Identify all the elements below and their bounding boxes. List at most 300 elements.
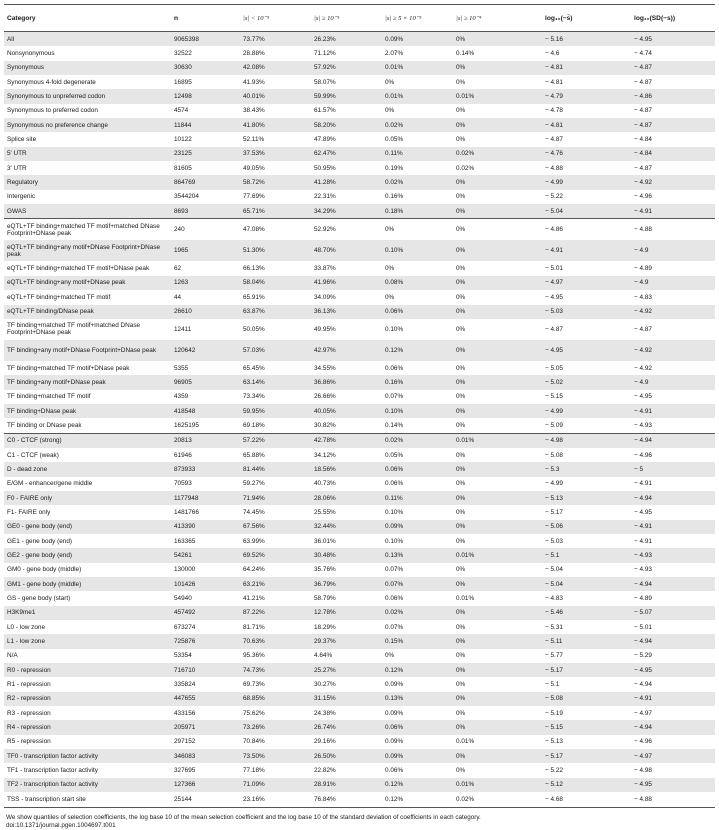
cell-s-ge-1e-5: 41.96%	[311, 276, 382, 290]
cell-s-lt-1e-5: 50.05%	[240, 319, 311, 340]
table-row	[4, 706, 715, 720]
cell-s-ge-5e-5: 0.06%	[382, 720, 453, 734]
cell-s-ge-1e-4: 0%	[453, 491, 542, 505]
cell-s-ge-1e-5: 50.95%	[311, 161, 382, 175]
cell-s-ge-1e-5: 28.06%	[311, 491, 382, 505]
cell-s-lt-1e-5: 75.62%	[240, 706, 311, 720]
cell-s-lt-1e-5: 65.71%	[240, 204, 311, 219]
cell-s-ge-1e-5: 25.27%	[311, 663, 382, 677]
cell-log-mean: − 5.1	[542, 548, 631, 562]
cell-log-sd: − 4.87	[631, 75, 715, 89]
cell-s-lt-1e-5: 37.53%	[240, 147, 311, 161]
cell-log-mean: − 5.04	[542, 577, 631, 591]
cell-category: eQTL+TF binding+matched TF motif+matched DNase Footprint+DNase peak	[4, 219, 171, 241]
table-row	[4, 290, 715, 304]
table-body	[4, 32, 715, 808]
table-row	[4, 175, 715, 189]
cell-n: 16895	[171, 75, 240, 89]
cell-s-ge-5e-5: 0.19%	[382, 161, 453, 175]
cell-s-lt-1e-5: 41.21%	[240, 591, 311, 605]
cell-s-lt-1e-5: 41.80%	[240, 118, 311, 132]
cell-log-mean: − 5.01	[542, 261, 631, 275]
cell-category: N/A	[4, 649, 171, 663]
cell-log-sd: − 4.95	[631, 505, 715, 519]
cell-log-mean: − 5.12	[542, 778, 631, 792]
cell-n: 5355	[171, 361, 240, 375]
cell-log-sd: − 4.74	[631, 46, 715, 60]
cell-n: 163365	[171, 534, 240, 548]
cell-s-ge-1e-5: 30.27%	[311, 677, 382, 691]
cell-log-sd: − 4.91	[631, 534, 715, 548]
table-row	[4, 763, 715, 777]
cell-category: GE1 - gene body (end)	[4, 534, 171, 548]
table-row	[4, 720, 715, 734]
cell-log-sd: − 4.83	[631, 290, 715, 304]
cell-log-mean: − 4.87	[542, 132, 631, 146]
cell-s-ge-1e-5: 47.89%	[311, 132, 382, 146]
cell-s-lt-1e-5: 69.73%	[240, 677, 311, 691]
cell-n: 53354	[171, 649, 240, 663]
cell-s-ge-1e-5: 28.91%	[311, 778, 382, 792]
cell-log-mean: − 5.08	[542, 692, 631, 706]
cell-category: C0 - CTCF (strong)	[4, 433, 171, 448]
cell-s-ge-1e-5: 22.31%	[311, 190, 382, 204]
cell-n: 1965	[171, 240, 240, 261]
cell-s-ge-1e-5: 48.70%	[311, 240, 382, 261]
cell-n: 418548	[171, 404, 240, 418]
cell-log-mean: − 5.13	[542, 735, 631, 749]
cell-category: 5′ UTR	[4, 147, 171, 161]
table-row	[4, 375, 715, 389]
cell-s-lt-1e-5: 63.14%	[240, 375, 311, 389]
cell-s-ge-1e-4: 0%	[453, 61, 542, 75]
cell-log-mean: − 5.04	[542, 563, 631, 577]
cell-log-sd: − 4.91	[631, 477, 715, 491]
cell-s-lt-1e-5: 47.08%	[240, 219, 311, 241]
table-row	[4, 61, 715, 75]
cell-s-ge-1e-4: 0%	[453, 340, 542, 361]
table-row	[4, 448, 715, 462]
table-row	[4, 340, 715, 361]
cell-s-ge-1e-4: 0%	[453, 505, 542, 519]
cell-s-ge-5e-5: 0.12%	[382, 340, 453, 361]
cell-n: 240	[171, 219, 240, 241]
cell-log-sd: − 4.87	[631, 319, 715, 340]
cell-n: 205971	[171, 720, 240, 734]
cell-s-ge-5e-5: 0.05%	[382, 448, 453, 462]
table-row	[4, 390, 715, 404]
cell-n: 62	[171, 261, 240, 275]
cell-s-ge-5e-5: 0.13%	[382, 548, 453, 562]
cell-s-ge-1e-4: 0.01%	[453, 591, 542, 605]
selection-coefficient-table	[4, 4, 715, 808]
cell-log-mean: − 5.77	[542, 649, 631, 663]
cell-s-ge-1e-5: 42.97%	[311, 340, 382, 361]
cell-category: 3′ UTR	[4, 161, 171, 175]
cell-n: 54940	[171, 591, 240, 605]
cell-log-sd: − 4.9	[631, 240, 715, 261]
cell-s-ge-5e-5: 0.16%	[382, 190, 453, 204]
cell-category: All	[4, 32, 171, 47]
cell-s-lt-1e-5: 73.34%	[240, 390, 311, 404]
cell-log-sd: − 4.94	[631, 491, 715, 505]
cell-s-lt-1e-5: 73.77%	[240, 32, 311, 47]
cell-s-ge-5e-5: 0.10%	[382, 319, 453, 340]
cell-s-ge-1e-5: 59.99%	[311, 89, 382, 103]
cell-s-ge-1e-4: 0%	[453, 649, 542, 663]
cell-category: R5 - repression	[4, 735, 171, 749]
cell-s-ge-1e-4: 0%	[453, 477, 542, 491]
cell-s-ge-5e-5: 0.06%	[382, 763, 453, 777]
cell-log-sd: − 4.95	[631, 390, 715, 404]
cell-s-ge-5e-5: 0%	[382, 290, 453, 304]
cell-n: 327695	[171, 763, 240, 777]
cell-log-mean: − 5.15	[542, 720, 631, 734]
table-header	[4, 5, 715, 32]
cell-s-ge-1e-4: 0%	[453, 240, 542, 261]
cell-s-ge-5e-5: 0.15%	[382, 634, 453, 648]
cell-s-lt-1e-5: 51.30%	[240, 240, 311, 261]
cell-s-ge-1e-5: 31.15%	[311, 692, 382, 706]
header-category: Category	[7, 14, 36, 22]
cell-s-lt-1e-5: 87.22%	[240, 606, 311, 620]
cell-log-mean: − 4.86	[542, 219, 631, 241]
cell-s-ge-1e-4: 0.01%	[453, 778, 542, 792]
cell-s-lt-1e-5: 63.87%	[240, 305, 311, 319]
cell-log-sd: − 4.94	[631, 577, 715, 591]
table-row	[4, 276, 715, 290]
cell-log-mean: − 5.15	[542, 390, 631, 404]
cell-n: 1625195	[171, 418, 240, 433]
cell-s-ge-5e-5: 0.09%	[382, 677, 453, 691]
cell-log-mean: − 4.6	[542, 46, 631, 60]
cell-s-ge-5e-5: 0.07%	[382, 620, 453, 634]
cell-s-ge-1e-5: 26.74%	[311, 720, 382, 734]
cell-s-ge-1e-5: 25.55%	[311, 505, 382, 519]
cell-s-ge-1e-4: 0%	[453, 104, 542, 118]
cell-s-ge-1e-4: 0%	[453, 418, 542, 433]
cell-s-ge-1e-5: 52.92%	[311, 219, 382, 241]
cell-log-mean: − 4.68	[542, 792, 631, 807]
cell-s-ge-5e-5: 0.08%	[382, 276, 453, 290]
cell-log-mean: − 4.78	[542, 104, 631, 118]
cell-category: C1 - CTCF (weak)	[4, 448, 171, 462]
cell-log-mean: − 5.03	[542, 305, 631, 319]
cell-s-lt-1e-5: 95.36%	[240, 649, 311, 663]
cell-s-lt-1e-5: 65.45%	[240, 361, 311, 375]
cell-s-ge-5e-5: 0.10%	[382, 404, 453, 418]
cell-log-sd: − 4.86	[631, 89, 715, 103]
cell-category: TF binding+matched TF motif+matched DNase Footprint+DNase peak	[4, 319, 171, 340]
cell-log-mean: − 5.17	[542, 749, 631, 763]
cell-s-lt-1e-5: 64.24%	[240, 563, 311, 577]
cell-n: 8693	[171, 204, 240, 219]
cell-log-sd: − 4.92	[631, 361, 715, 375]
cell-s-ge-1e-4: 0.01%	[453, 548, 542, 562]
cell-n: 12498	[171, 89, 240, 103]
cell-log-mean: − 5.19	[542, 706, 631, 720]
cell-n: 101426	[171, 577, 240, 591]
cell-log-sd: − 4.93	[631, 548, 715, 562]
table-row	[4, 735, 715, 749]
cell-s-ge-5e-5: 0%	[382, 219, 453, 241]
cell-n: 346083	[171, 749, 240, 763]
cell-log-mean: − 5.06	[542, 520, 631, 534]
cell-category: TF binding+any motif+DNase Footprint+DNase peak	[4, 340, 171, 361]
cell-log-mean: − 5.17	[542, 663, 631, 677]
cell-category: eQTL+TF binding+matched TF motif+DNase peak	[4, 261, 171, 275]
table-row	[4, 147, 715, 161]
cell-log-sd: − 4.95	[631, 663, 715, 677]
cell-s-lt-1e-5: 67.56%	[240, 520, 311, 534]
cell-n: 3544204	[171, 190, 240, 204]
cell-s-ge-1e-5: 40.73%	[311, 477, 382, 491]
table-row	[4, 319, 715, 340]
cell-s-lt-1e-5: 23.16%	[240, 792, 311, 807]
cell-s-lt-1e-5: 52.11%	[240, 132, 311, 146]
cell-s-ge-5e-5: 0.02%	[382, 433, 453, 448]
header-s-ge-1e-5: |s| ≥ 10⁻⁵	[314, 14, 340, 22]
cell-s-ge-5e-5: 0.06%	[382, 462, 453, 476]
table-row	[4, 204, 715, 219]
header-s-lt-1e-5: |s| < 10⁻⁵	[243, 14, 270, 22]
cell-log-sd: − 4.94	[631, 677, 715, 691]
table-row	[4, 749, 715, 763]
cell-log-sd: − 4.92	[631, 175, 715, 189]
table-row	[4, 240, 715, 261]
cell-s-ge-1e-4: 0%	[453, 663, 542, 677]
cell-s-ge-5e-5: 0.02%	[382, 175, 453, 189]
table-row	[4, 491, 715, 505]
cell-s-ge-1e-4: 0%	[453, 706, 542, 720]
cell-s-lt-1e-5: 69.18%	[240, 418, 311, 433]
cell-s-lt-1e-5: 68.85%	[240, 692, 311, 706]
table-row	[4, 477, 715, 491]
cell-s-ge-1e-4: 0%	[453, 204, 542, 219]
cell-log-sd: − 4.94	[631, 433, 715, 448]
cell-s-ge-5e-5: 0.09%	[382, 520, 453, 534]
cell-s-ge-1e-5: 12.78%	[311, 606, 382, 620]
cell-category: eQTL+TF binding+matched TF motif	[4, 290, 171, 304]
table-row	[4, 104, 715, 118]
cell-n: 81605	[171, 161, 240, 175]
cell-log-mean: − 4.83	[542, 591, 631, 605]
cell-s-lt-1e-5: 81.44%	[240, 462, 311, 476]
cell-log-sd: − 4.87	[631, 61, 715, 75]
table-row	[4, 692, 715, 706]
cell-s-lt-1e-5: 73.50%	[240, 749, 311, 763]
cell-log-mean: − 4.87	[542, 319, 631, 340]
cell-log-sd: − 4.87	[631, 118, 715, 132]
cell-s-ge-1e-4: 0%	[453, 32, 542, 47]
table-row	[4, 778, 715, 792]
table-row	[4, 634, 715, 648]
cell-category: eQTL+TF binding+any motif+DNase peak	[4, 276, 171, 290]
cell-s-ge-1e-4: 0%	[453, 577, 542, 591]
cell-log-mean: − 4.99	[542, 477, 631, 491]
table-row	[4, 534, 715, 548]
cell-s-ge-1e-4: 0%	[453, 305, 542, 319]
cell-s-lt-1e-5: 42.08%	[240, 61, 311, 75]
cell-s-lt-1e-5: 59.27%	[240, 477, 311, 491]
cell-log-sd: − 4.88	[631, 219, 715, 241]
cell-s-ge-5e-5: 0.12%	[382, 792, 453, 807]
cell-s-ge-5e-5: 0.10%	[382, 534, 453, 548]
cell-s-ge-5e-5: 0.18%	[382, 204, 453, 219]
cell-log-sd: − 5.07	[631, 606, 715, 620]
cell-log-mean: − 4.76	[542, 147, 631, 161]
cell-category: Splice site	[4, 132, 171, 146]
table-row	[4, 563, 715, 577]
cell-log-sd: − 4.91	[631, 520, 715, 534]
cell-s-lt-1e-5: 63.21%	[240, 577, 311, 591]
cell-s-ge-1e-4: 0%	[453, 290, 542, 304]
cell-n: 96905	[171, 375, 240, 389]
cell-n: 413390	[171, 520, 240, 534]
cell-s-ge-1e-4: 0%	[453, 749, 542, 763]
cell-s-ge-1e-5: 26.23%	[311, 32, 382, 47]
cell-log-sd: − 4.92	[631, 340, 715, 361]
cell-log-mean: − 4.95	[542, 340, 631, 361]
table-row	[4, 190, 715, 204]
cell-log-mean: − 4.95	[542, 290, 631, 304]
cell-s-ge-5e-5: 0.06%	[382, 305, 453, 319]
cell-log-mean: − 5.3	[542, 462, 631, 476]
cell-log-mean: − 4.99	[542, 404, 631, 418]
cell-log-sd: − 4.93	[631, 418, 715, 433]
cell-n: 447655	[171, 692, 240, 706]
table-row	[4, 548, 715, 562]
cell-n: 10122	[171, 132, 240, 146]
cell-log-sd: − 4.88	[631, 792, 715, 807]
cell-s-ge-1e-4: 0%	[453, 763, 542, 777]
cell-s-ge-5e-5: 0.09%	[382, 32, 453, 47]
header-s-ge-5e-5: |s| ≥ 5 × 10⁻⁵	[385, 14, 422, 22]
cell-n: 433156	[171, 706, 240, 720]
cell-s-ge-1e-5: 49.95%	[311, 319, 382, 340]
cell-log-sd: − 4.91	[631, 404, 715, 418]
cell-n: 9065398	[171, 32, 240, 47]
cell-n: 297152	[171, 735, 240, 749]
cell-log-sd: − 4.91	[631, 204, 715, 219]
cell-category: Synonymous	[4, 61, 171, 75]
cell-s-ge-1e-5: 36.01%	[311, 534, 382, 548]
cell-s-ge-5e-5: 0.11%	[382, 491, 453, 505]
cell-log-sd: − 4.96	[631, 448, 715, 462]
cell-s-ge-1e-5: 58.79%	[311, 591, 382, 605]
cell-s-ge-1e-5: 26.66%	[311, 390, 382, 404]
cell-s-lt-1e-5: 71.94%	[240, 491, 311, 505]
cell-s-ge-1e-5: 42.78%	[311, 433, 382, 448]
table-row	[4, 132, 715, 146]
table-row	[4, 462, 715, 476]
cell-n: 127366	[171, 778, 240, 792]
table-row	[4, 219, 715, 241]
cell-s-ge-1e-4: 0%	[453, 118, 542, 132]
cell-s-ge-1e-4: 0%	[453, 606, 542, 620]
table-row	[4, 663, 715, 677]
cell-log-mean: − 4.81	[542, 118, 631, 132]
table-row	[4, 433, 715, 448]
cell-s-ge-5e-5: 0.09%	[382, 735, 453, 749]
cell-category: L1 - low zone	[4, 634, 171, 648]
cell-log-sd: − 4.9	[631, 276, 715, 290]
cell-category: Intergenic	[4, 190, 171, 204]
cell-s-lt-1e-5: 66.13%	[240, 261, 311, 275]
cell-log-mean: − 4.81	[542, 61, 631, 75]
cell-log-sd: − 4.97	[631, 749, 715, 763]
table-row	[4, 505, 715, 519]
cell-category: H3K9me1	[4, 606, 171, 620]
cell-log-mean: − 5.31	[542, 620, 631, 634]
header-log-mean-s: log₁₀(−s̄)	[545, 14, 573, 22]
cell-s-lt-1e-5: 77.69%	[240, 190, 311, 204]
cell-n: 673274	[171, 620, 240, 634]
cell-s-ge-5e-5: 0%	[382, 75, 453, 89]
cell-s-lt-1e-5: 65.91%	[240, 290, 311, 304]
cell-n: 26610	[171, 305, 240, 319]
header-n: n	[174, 14, 179, 22]
cell-s-lt-1e-5: 74.73%	[240, 663, 311, 677]
cell-log-sd: − 4.89	[631, 261, 715, 275]
cell-s-ge-1e-4: 0%	[453, 563, 542, 577]
cell-s-lt-1e-5: 58.72%	[240, 175, 311, 189]
cell-s-lt-1e-5: 40.01%	[240, 89, 311, 103]
cell-s-ge-1e-4: 0.01%	[453, 89, 542, 103]
cell-n: 130000	[171, 563, 240, 577]
cell-s-ge-5e-5: 0.06%	[382, 361, 453, 375]
table-row	[4, 361, 715, 375]
cell-s-ge-1e-5: 58.07%	[311, 75, 382, 89]
cell-s-lt-1e-5: 81.71%	[240, 620, 311, 634]
table-caption: We show quantiles of selection coefficients, the log base 10 of the mean selection coefficient and the log base 10 of the standard deviation of coefficients in each category.	[6, 813, 481, 821]
cell-s-lt-1e-5: 70.63%	[240, 634, 311, 648]
table-row	[4, 32, 715, 47]
cell-s-ge-1e-5: 76.84%	[311, 792, 382, 807]
cell-s-ge-1e-5: 36.13%	[311, 305, 382, 319]
cell-log-mean: − 4.88	[542, 161, 631, 175]
cell-s-ge-5e-5: 0.10%	[382, 505, 453, 519]
table-row	[4, 261, 715, 275]
cell-category: D - dead zone	[4, 462, 171, 476]
cell-s-ge-1e-4: 0%	[453, 448, 542, 462]
header-s-ge-1e-4: |s| ≥ 10⁻⁴	[456, 14, 482, 22]
cell-log-sd: − 4.91	[631, 692, 715, 706]
cell-s-ge-5e-5: 0.16%	[382, 375, 453, 389]
cell-s-ge-1e-4: 0%	[453, 677, 542, 691]
cell-s-ge-5e-5: 0.07%	[382, 577, 453, 591]
cell-category: GM0 - gene body (middle)	[4, 563, 171, 577]
table-row	[4, 46, 715, 60]
cell-s-lt-1e-5: 70.84%	[240, 735, 311, 749]
cell-n: 716710	[171, 663, 240, 677]
cell-category: F0 - FAIRE only	[4, 491, 171, 505]
cell-s-ge-5e-5: 0.13%	[382, 692, 453, 706]
cell-s-lt-1e-5: 57.03%	[240, 340, 311, 361]
cell-log-mean: − 5.11	[542, 634, 631, 648]
table-row	[4, 418, 715, 433]
cell-log-sd: − 4.98	[631, 763, 715, 777]
cell-s-ge-1e-5: 71.12%	[311, 46, 382, 60]
cell-n: 61946	[171, 448, 240, 462]
cell-s-ge-1e-4: 0%	[453, 219, 542, 241]
cell-s-ge-1e-5: 34.55%	[311, 361, 382, 375]
cell-s-ge-1e-5: 30.48%	[311, 548, 382, 562]
table-row	[4, 305, 715, 319]
table-row	[4, 620, 715, 634]
cell-s-ge-1e-4: 0.02%	[453, 792, 542, 807]
cell-s-ge-1e-4: 0%	[453, 692, 542, 706]
